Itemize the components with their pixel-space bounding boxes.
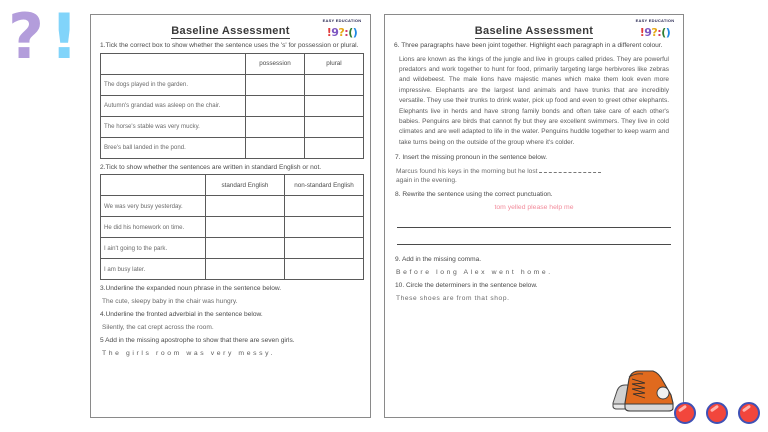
q1-tickbox-plural-3[interactable] xyxy=(305,116,364,137)
question-10-sentence[interactable]: These shoes are from that shop. xyxy=(396,294,510,302)
question-mark-icon: ? xyxy=(8,0,44,73)
q1-tickbox-plural-2[interactable] xyxy=(305,95,364,116)
question-8-sentence: tom yelled please help me xyxy=(494,204,574,212)
q2-tickbox-nonstandard-1[interactable] xyxy=(285,196,364,217)
decorative-balls xyxy=(674,402,760,424)
logo-mark-2: 9 xyxy=(644,26,652,40)
logo-mark-3: ? xyxy=(338,26,345,40)
table-header-row xyxy=(101,175,364,196)
q2-sentence-4: I am busy later. xyxy=(101,259,206,280)
worksheet-page-right xyxy=(384,14,684,418)
question-7-sentence-before: Marcus found his keys in the morning but he lost xyxy=(396,167,538,175)
table-row xyxy=(101,95,364,116)
question-2-prompt: 2.Tick to show whether the sentences are written in standard English or not. xyxy=(100,163,322,171)
q1-header-plural: plural xyxy=(305,53,364,74)
question-9-sentence[interactable]: Before long Alex went home. xyxy=(396,268,553,276)
logo-mark-1: ! xyxy=(326,26,332,40)
table-row xyxy=(101,116,364,137)
q2-tickbox-standard-3[interactable] xyxy=(206,238,285,259)
table-row xyxy=(101,217,364,238)
q1-header-possession: possession xyxy=(246,53,305,74)
q2-sentence-1: We was very busy yesterday. xyxy=(101,196,206,217)
ball-icon-2 xyxy=(706,402,728,424)
question-5-sentence[interactable]: The girls room was very messy. xyxy=(102,349,276,357)
q2-tickbox-nonstandard-4[interactable] xyxy=(285,259,364,280)
question-8-answer-line-2[interactable] xyxy=(397,244,671,245)
logo-mark-3: ? xyxy=(651,26,658,40)
q1-sentence-3: The horse's stable was very mucky. xyxy=(101,116,246,137)
logo-marks xyxy=(327,26,358,39)
logo-mark-4: : xyxy=(344,26,349,40)
q1-sentence-2: Autumn's grandad was asleep on the chair. xyxy=(101,95,246,116)
q2-tickbox-nonstandard-3[interactable] xyxy=(285,238,364,259)
easy-education-logo xyxy=(633,20,677,40)
logo-mark-6: ) xyxy=(352,26,358,40)
question-2-table xyxy=(100,174,364,280)
q2-tickbox-standard-2[interactable] xyxy=(206,217,285,238)
q1-sentence-4: Bree's ball landed in the pond. xyxy=(101,137,246,158)
question-7-prompt: 7. Insert the missing pronoun in the sentence below. xyxy=(395,154,548,162)
question-1-prompt: 1.Tick the correct box to show whether the sentence uses the 's' for possession or plural. xyxy=(100,42,359,49)
q1-header-blank xyxy=(101,53,246,74)
q2-tickbox-nonstandard-2[interactable] xyxy=(285,217,364,238)
question-3-sentence[interactable]: The cute, sleepy baby in the chair was hungry. xyxy=(102,297,238,305)
ball-icon-3 xyxy=(738,402,760,424)
question-9-prompt: 9. Add in the missing comma. xyxy=(395,256,482,264)
q2-sentence-3: I ain't going to the park. xyxy=(101,238,206,259)
table-row xyxy=(101,238,364,259)
q2-sentence-2: He did his homework on time. xyxy=(101,217,206,238)
q1-tickbox-plural-1[interactable] xyxy=(305,74,364,95)
question-7-sentence-after: again in the evening. xyxy=(396,177,457,185)
q1-tickbox-possession-2[interactable] xyxy=(246,95,305,116)
ball-icon-1 xyxy=(674,402,696,424)
q2-tickbox-standard-4[interactable] xyxy=(206,259,285,280)
q2-header-blank xyxy=(101,175,206,196)
question-7-answer-blank[interactable] xyxy=(539,166,601,173)
table-row xyxy=(101,137,364,158)
logo-mark-4: : xyxy=(657,26,662,40)
page-title-right: Baseline Assessment xyxy=(474,25,594,37)
question-5-prompt: 5 Add in the missing apostrophe to show that there are seven girls. xyxy=(100,337,295,344)
q1-sentence-1: The dogs played in the garden. xyxy=(101,74,246,95)
question-4-sentence[interactable]: Silently, the cat crept across the room. xyxy=(102,323,214,331)
table-row xyxy=(101,196,364,217)
easy-education-logo xyxy=(320,20,364,40)
logo-mark-1: ! xyxy=(639,26,645,40)
front-shoe xyxy=(625,371,673,411)
q2-tickbox-standard-1[interactable] xyxy=(206,196,285,217)
question-6-prompt: 6. Three paragraphs have been joint together. Highlight each paragraph in a different colour. xyxy=(394,42,663,49)
logo-name: EASY EDUCATION xyxy=(322,18,362,24)
left-title-row xyxy=(99,18,362,40)
logo-marks xyxy=(640,26,671,39)
question-10-prompt: 10. Circle the determiners in the sentence below. xyxy=(395,282,538,290)
q2-header-non-standard: non-standard English xyxy=(285,175,364,196)
q1-tickbox-possession-3[interactable] xyxy=(246,116,305,137)
logo-mark-5: ( xyxy=(348,26,353,40)
q2-header-standard: standard English xyxy=(206,175,285,196)
worksheet-page-left xyxy=(90,14,371,418)
logo-mark-6: ) xyxy=(665,26,671,40)
right-title-row xyxy=(393,18,675,40)
question-7-sentence[interactable] xyxy=(396,166,674,186)
q1-tickbox-possession-1[interactable] xyxy=(246,74,305,95)
question-6-passage[interactable]: Lions are known as the kings of the jungle and live in groups called prides. They are powerful predators and work together to hunt for food, primarily targeting large herbivores like zebras and wildebeest. The male lions have majestic manes which make them look even more impressive. Elephants are the largest land animals and have trunks that are incredibly versatile. They use their trunks to drink water, pick up food and even to greet other elephants. Elephants live in herds and have strong family bonds and often take care of each other's babies. Penguins are birds that cannot fly but they are excellent swimmers. They live in cold climates and are well adapted to life in the water. Penguins huddle together to keep warm and take turns being on the outside of the group where it's colder. xyxy=(399,55,669,146)
logo-name: EASY EDUCATION xyxy=(635,18,675,24)
q1-tickbox-plural-4[interactable] xyxy=(305,137,364,158)
question-8-prompt: 8. Rewrite the sentence using the correct punctuation. xyxy=(395,190,553,198)
question-8-answer-line-1[interactable] xyxy=(397,227,671,228)
question-1-table xyxy=(100,53,364,159)
logo-mark-2: 9 xyxy=(331,26,339,40)
logo-mark-5: ( xyxy=(661,26,666,40)
table-row xyxy=(101,259,364,280)
table-row xyxy=(101,74,364,95)
exclamation-mark-icon: ! xyxy=(49,0,79,73)
question-3-prompt: 3.Underline the expanded noun phrase in the sentence below. xyxy=(100,285,282,292)
page-title-left: Baseline Assessment xyxy=(171,25,290,37)
table-header-row xyxy=(101,53,364,74)
question-4-prompt: 4.Underline the fronted adverbial in the sentence below. xyxy=(100,311,263,318)
decorative-punctuation-corner xyxy=(8,0,86,76)
q1-tickbox-possession-4[interactable] xyxy=(246,137,305,158)
sneakers-illustration xyxy=(607,363,681,415)
